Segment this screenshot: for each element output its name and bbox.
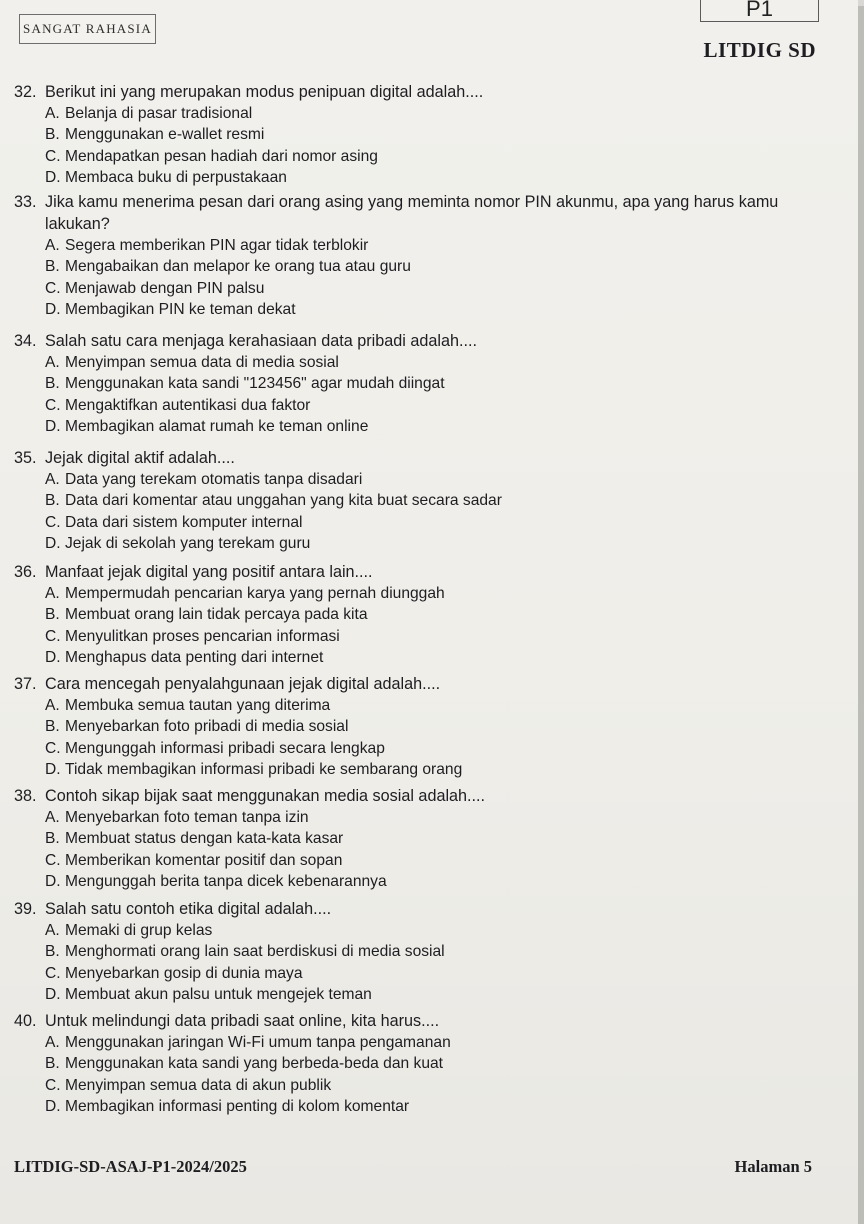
option-text: Membuat status dengan kata-kata kasar [65, 830, 344, 848]
answer-option[interactable] [0, 695, 858, 716]
page-number: Halaman 5 [734, 1157, 812, 1176]
question-item [0, 1010, 858, 1117]
option-text: Memaki di grup kelas [65, 922, 213, 939]
option-text: Membagikan PIN ke teman dekat [65, 300, 296, 318]
question-text: Salah satu cara menjaga kerahasiaan data pribadi adalah.... [45, 332, 477, 350]
option-letter: D. [45, 417, 61, 435]
option-text: Data yang terekam otomatis tanpa disadari [65, 471, 363, 488]
subject-title: LITDIG SD [703, 38, 816, 62]
option-letter: C. [45, 739, 61, 757]
option-letter: B. [45, 606, 60, 624]
question-text: Jejak digital aktif adalah.... [45, 449, 235, 467]
answer-option[interactable] [0, 533, 858, 554]
option-letter: B. [45, 258, 60, 276]
option-letter: D. [45, 534, 61, 552]
option-letter: A. [45, 697, 60, 714]
answer-option[interactable] [0, 626, 858, 647]
option-text: Mengunggah informasi pribadi secara lengkap [65, 739, 385, 757]
option-list [0, 695, 858, 780]
option-text: Mengabaikan dan melapor ke orang tua atau guru [65, 258, 411, 276]
option-list [0, 920, 858, 1005]
option-list [0, 1032, 858, 1117]
option-text: Segera memberikan PIN agar tidak terblokir [65, 237, 369, 254]
option-letter: A. [45, 354, 60, 371]
option-text: Tidak membagikan informasi pribadi ke sembarang orang [65, 760, 463, 778]
option-list [0, 352, 858, 437]
question-item [0, 447, 858, 554]
answer-option[interactable] [0, 469, 858, 490]
option-letter: B. [45, 492, 60, 510]
question-stem [0, 330, 858, 352]
exam-code-box: P1 [700, 0, 819, 22]
question-stem [0, 673, 858, 695]
answer-option[interactable] [0, 738, 858, 759]
answer-option[interactable] [0, 984, 858, 1005]
answer-option[interactable] [0, 1053, 858, 1074]
answer-option[interactable] [0, 871, 858, 892]
answer-option[interactable] [0, 395, 858, 416]
question-stem [0, 447, 858, 469]
option-letter: D. [45, 985, 61, 1003]
option-letter: D. [45, 300, 61, 318]
question-item [0, 785, 858, 892]
option-text: Menghormati orang lain saat berdiskusi di media sosial [65, 943, 445, 961]
option-list [0, 583, 858, 668]
answer-option[interactable] [0, 1096, 858, 1117]
answer-option[interactable] [0, 759, 858, 780]
option-text: Jejak di sekolah yang terekam guru [65, 534, 311, 552]
option-letter: C. [45, 147, 61, 165]
answer-option[interactable] [0, 941, 858, 962]
answer-option[interactable] [0, 920, 858, 941]
option-letter: B. [45, 718, 60, 736]
option-text: Mendapatkan pesan hadiah dari nomor asing [65, 147, 378, 165]
question-stem [0, 898, 858, 920]
option-letter: B. [45, 943, 60, 961]
answer-option[interactable] [0, 490, 858, 511]
question-text: Berikut ini yang merupakan modus penipuan digital adalah.... [45, 83, 484, 101]
question-number: 36. [14, 563, 37, 581]
answer-option[interactable] [0, 124, 858, 145]
question-number: 35. [14, 449, 37, 467]
option-text: Menghapus data penting dari internet [65, 648, 324, 666]
answer-option[interactable] [0, 583, 858, 604]
option-letter: B. [45, 830, 60, 848]
question-number: 40. [14, 1012, 37, 1030]
option-letter: C. [45, 964, 61, 982]
option-letter: A. [45, 237, 60, 254]
answer-option[interactable] [0, 256, 858, 277]
question-number: 33. [14, 193, 37, 211]
question-item [0, 673, 858, 780]
option-letter: C. [45, 396, 61, 414]
question-text: Cara mencegah penyalahgunaan jejak digital adalah.... [45, 675, 441, 693]
option-text: Mengunggah berita tanpa dicek kebenarannya [65, 872, 387, 890]
question-item [0, 561, 858, 668]
option-list [0, 807, 858, 892]
question-number: 32. [14, 83, 37, 101]
option-letter: B. [45, 1055, 60, 1073]
answer-option[interactable] [0, 850, 858, 871]
option-letter: D. [45, 648, 61, 666]
option-letter: A. [45, 809, 60, 826]
answer-option[interactable] [0, 416, 858, 437]
answer-option[interactable] [0, 103, 858, 124]
option-letter: C. [45, 851, 61, 869]
option-text: Membuka semua tautan yang diterima [65, 697, 331, 714]
option-text: Menyimpan semua data di media sosial [65, 354, 339, 371]
answer-option[interactable] [0, 278, 858, 299]
option-text: Menyimpan semua data di akun publik [65, 1076, 332, 1094]
option-letter: D. [45, 872, 61, 890]
option-list [0, 469, 858, 554]
question-text: Jika kamu menerima pesan dari orang asing yang meminta nomor PIN akunmu, apa yang harus kamu lakukan? [45, 193, 779, 233]
answer-option[interactable] [0, 167, 858, 188]
option-text: Menyebarkan foto teman tanpa izin [65, 809, 309, 826]
option-letter: C. [45, 279, 61, 297]
question-stem [0, 1010, 858, 1032]
option-text: Menyebarkan foto pribadi di media sosial [65, 718, 349, 736]
question-item [0, 81, 858, 188]
question-item [0, 330, 858, 437]
answer-option[interactable] [0, 146, 858, 167]
option-text: Belanja di pasar tradisional [65, 105, 253, 122]
option-text: Menjawab dengan PIN palsu [65, 279, 265, 297]
option-text: Data dari sistem komputer internal [65, 513, 303, 531]
answer-option[interactable] [0, 1075, 858, 1096]
option-text: Menyulitkan proses pencarian informasi [65, 627, 340, 645]
question-text: Manfaat jejak digital yang positif antara lain.... [45, 563, 373, 581]
option-letter: A. [45, 922, 60, 939]
option-letter: C. [45, 1076, 61, 1094]
option-letter: D. [45, 1097, 61, 1115]
question-stem [0, 561, 858, 583]
question-number: 37. [14, 675, 37, 693]
option-letter: D. [45, 168, 61, 186]
option-text: Data dari komentar atau unggahan yang kita buat secara sadar [65, 492, 502, 510]
answer-option[interactable] [0, 807, 858, 828]
answer-option[interactable] [0, 299, 858, 320]
answer-option[interactable] [0, 963, 858, 984]
option-text: Membagikan alamat rumah ke teman online [65, 417, 369, 435]
confidential-stamp: SANGAT RAHASIA [19, 14, 156, 44]
answer-option[interactable] [0, 352, 858, 373]
option-letter: B. [45, 375, 60, 393]
option-text: Menggunakan jaringan Wi-Fi umum tanpa pengamanan [65, 1034, 451, 1051]
option-text: Menggunakan e-wallet resmi [65, 126, 265, 144]
question-stem [0, 81, 858, 103]
option-letter: A. [45, 1034, 60, 1051]
answer-option[interactable] [0, 604, 858, 625]
question-text: Salah satu contoh etika digital adalah.... [45, 900, 332, 918]
question-text: Untuk melindungi data pribadi saat online, kita harus.... [45, 1012, 440, 1030]
answer-option[interactable] [0, 828, 858, 849]
option-letter: D. [45, 760, 61, 778]
option-letter: C. [45, 513, 61, 531]
question-stem [0, 785, 858, 807]
answer-option[interactable] [0, 716, 858, 737]
question-stem [0, 191, 858, 235]
option-text: Mengaktifkan autentikasi dua faktor [65, 396, 311, 414]
option-text: Menggunakan kata sandi "123456" agar mudah diingat [65, 375, 445, 393]
question-item [0, 898, 858, 1005]
question-number: 38. [14, 787, 37, 805]
option-list [0, 103, 858, 188]
option-text: Membuat orang lain tidak percaya pada kita [65, 606, 368, 624]
option-text: Mempermudah pencarian karya yang pernah diunggah [65, 585, 445, 602]
option-text: Memberikan komentar positif dan sopan [65, 851, 343, 869]
option-letter: B. [45, 126, 60, 144]
option-text: Membuat akun palsu untuk mengejek teman [65, 985, 372, 1003]
question-item [0, 191, 858, 320]
option-letter: A. [45, 105, 60, 122]
answer-option[interactable] [0, 373, 858, 394]
option-text: Membagikan informasi penting di kolom komentar [65, 1097, 410, 1115]
option-list [0, 235, 858, 320]
option-letter: A. [45, 585, 60, 602]
option-letter: A. [45, 471, 60, 488]
question-number: 34. [14, 332, 37, 350]
option-text: Menyebarkan gosip di dunia maya [65, 964, 303, 982]
question-number: 39. [14, 900, 37, 918]
answer-option[interactable] [0, 647, 858, 668]
document-code: LITDIG-SD-ASAJ-P1-2024/2025 [14, 1157, 247, 1176]
option-text: Menggunakan kata sandi yang berbeda-beda dan kuat [65, 1055, 444, 1073]
option-text: Membaca buku di perpustakaan [65, 168, 287, 186]
question-text: Contoh sikap bijak saat menggunakan media sosial adalah.... [45, 787, 486, 805]
answer-option[interactable] [0, 1032, 858, 1053]
answer-option[interactable] [0, 512, 858, 533]
option-letter: C. [45, 627, 61, 645]
answer-option[interactable] [0, 235, 858, 256]
